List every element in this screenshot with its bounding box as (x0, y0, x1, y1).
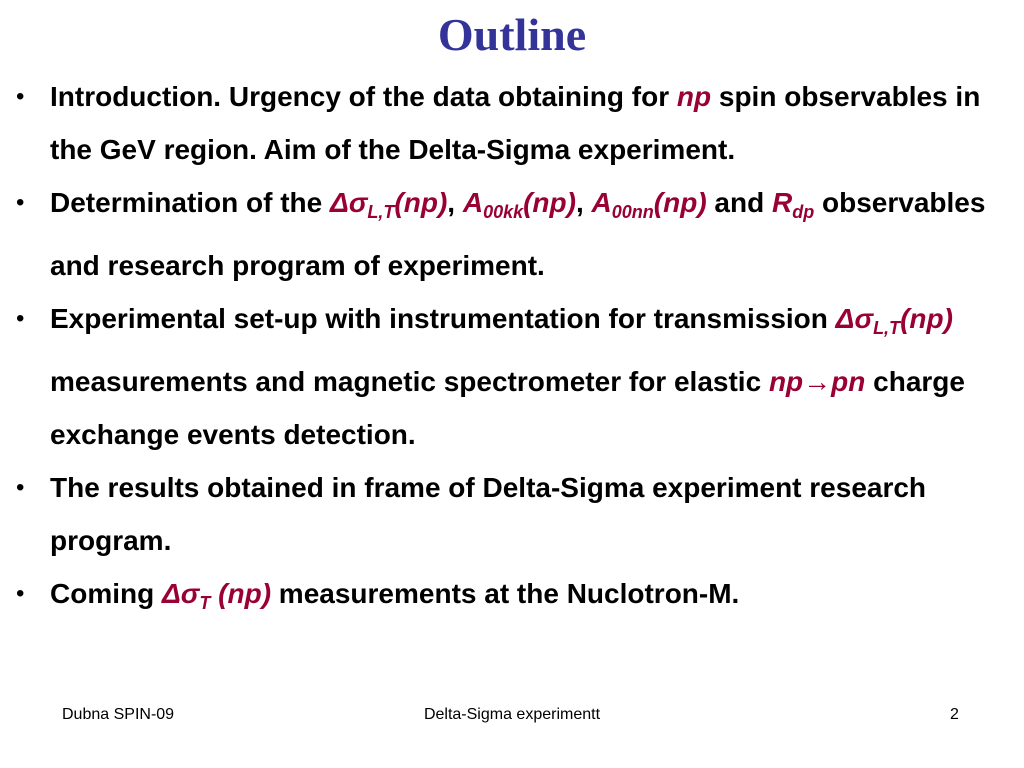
footer-title: Delta-Sigma experimentt (423, 706, 601, 723)
slide-number: 2 (950, 706, 959, 723)
bullet-item: • Experimental set-up with instrumentation for transmission $\Delta\sigma_{L,T}(np)$ measurements and magnetic spectrometer for elastic np→pn charge exchange events detection. (16, 292, 1016, 461)
slide-title: Outline (437, 9, 587, 60)
bullet-marker: • (16, 305, 25, 332)
bullet-item: • Introduction. Urgency of the data obtaining for np spin observables in the GeV region. Aim of the Delta-Sigma experiment. (16, 70, 1016, 176)
bullet-marker: • (16, 83, 25, 110)
bullet-list (16, 70, 1016, 630)
bullet-item: • The results obtained in frame of Delta-Sigma experiment research program. (16, 461, 1016, 567)
bullet-item: • Coming $\Delta\sigma_T$ (np) measurements at the Nuclotron-M. (16, 567, 1016, 630)
bullet-marker: • (16, 580, 25, 607)
bullet-item: • Determination of the $\Delta\sigma_{L,T}(np)$, $A_{00kk}(np)$, $A_{00nn}(np)$ and $R_{dp}$ observables and research program of experiment. (16, 176, 1016, 292)
bullet-marker: • (16, 474, 25, 501)
bullet-marker: • (16, 189, 25, 216)
footer-conference: Dubna SPIN-09 (62, 706, 175, 723)
